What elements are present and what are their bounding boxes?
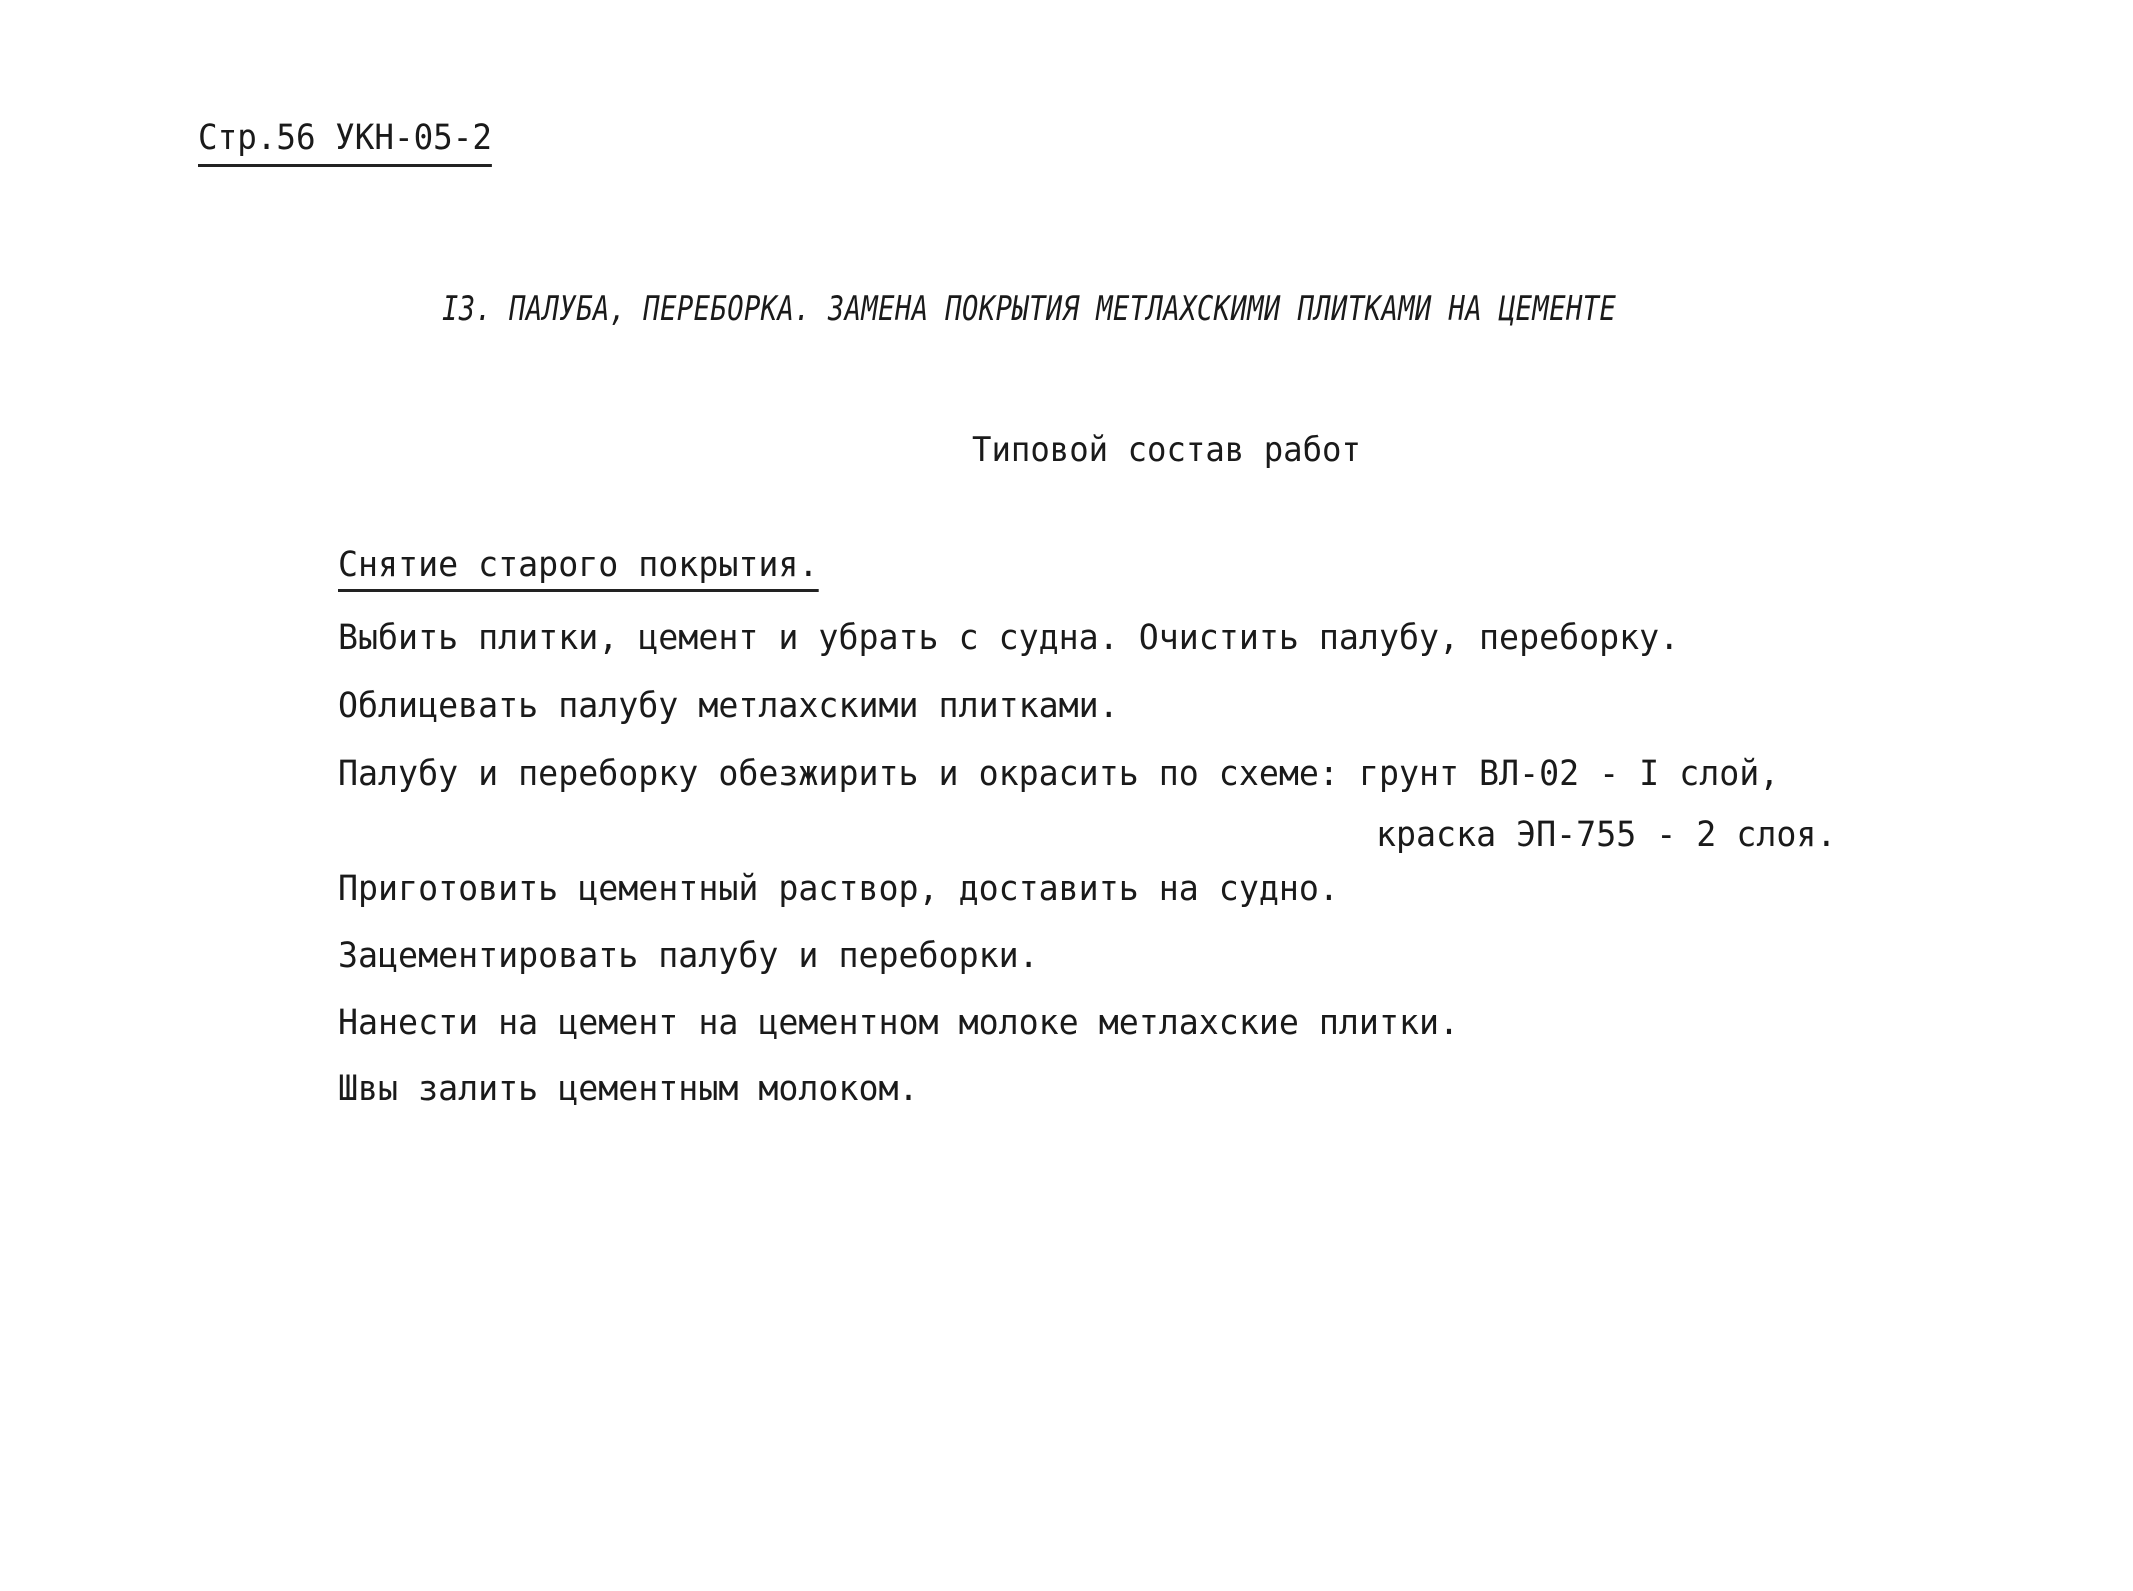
section-subtitle: Типовой состав работ: [972, 430, 1361, 470]
section-title: I3. ПАЛУБА, ПЕРЕБОРКА. ЗАМЕНА ПОКРЫТИЯ МЕТЛАХСКИМИ ПЛИТКАМИ НА ЦЕМЕНТЕ: [442, 289, 1617, 329]
work-line: Выбить плитки, цемент и убрать с судна. Очистить палубу, переборку.: [338, 618, 1680, 658]
work-line: Палубу и переборку обезжирить и окрасить по схеме: грунт ВЛ-02 - I слой,: [338, 754, 1780, 794]
work-line: Облицевать палубу метлахскими плитками.: [338, 686, 1119, 726]
work-line-continuation: краска ЭП-755 - 2 слоя.: [1376, 815, 1837, 855]
work-list: [338, 545, 1938, 1109]
work-line: Нанести на цемент на цементном молоке метлахские плитки.: [338, 1003, 1460, 1043]
work-line: Швы залить цементным молоком.: [338, 1069, 919, 1109]
page-reference: Стр.56 УКН-05-2: [198, 118, 492, 167]
work-heading: Снятие старого покрытия.: [338, 548, 818, 592]
work-line: Приготовить цементный раствор, доставить на судно.: [338, 869, 1339, 909]
work-line: Зацементировать палубу и переборки.: [338, 936, 1039, 976]
